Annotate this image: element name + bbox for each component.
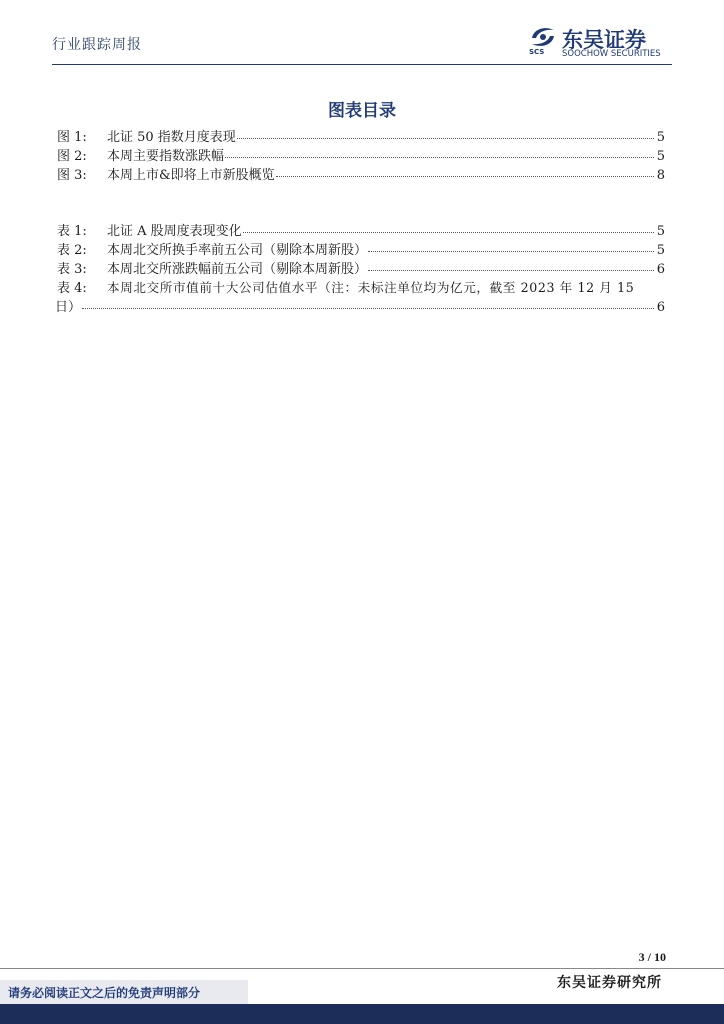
footer-bar: [0, 1004, 724, 1024]
disclaimer-notice: [0, 980, 248, 1004]
toc-entry-page: 6: [656, 262, 665, 277]
toc-entry-page: 5: [656, 224, 665, 239]
toc-entry-table-3[interactable]: [57, 258, 665, 277]
toc-entry-text: 北证 50 指数月度表现: [107, 130, 236, 145]
header-divider: [52, 64, 672, 65]
toc-entry-label: 表 2:: [57, 243, 87, 258]
toc-entry-page: 6: [656, 300, 665, 315]
leader-dots: [243, 221, 654, 233]
toc-entry-text: 本周北交所涨跌幅前五公司（剔除本周新股）: [107, 262, 368, 277]
toc-entry-table-1[interactable]: [57, 220, 665, 239]
leader-dots: [276, 165, 654, 177]
research-institute-name: 东吴证券研究所: [557, 975, 662, 991]
toc-entry-figure-1[interactable]: [57, 126, 665, 145]
footer-divider: [0, 968, 724, 969]
leader-dots: [225, 146, 654, 158]
logo-name-en: SOOCHOW SECURITIES: [562, 49, 661, 59]
company-logo: [528, 24, 678, 62]
toc-entry-label: 图 2:: [57, 149, 87, 164]
toc-entry-text: 本周主要指数涨跌幅: [107, 149, 225, 164]
logo-abbr: SCS: [529, 48, 545, 56]
toc-entry-figure-3[interactable]: [57, 164, 665, 183]
toc-entry-label: 图 1:: [57, 130, 87, 145]
toc-entry-text: 本周北交所换手率前五公司（剔除本周新股）: [107, 243, 368, 258]
disclaimer-text: 请务必阅读正文之后的免责声明部分: [8, 985, 201, 1000]
leader-dots: [368, 259, 654, 271]
toc-title: 图表目录: [328, 101, 396, 121]
leader-dots: [237, 127, 654, 139]
toc-entry-page: 8: [656, 168, 665, 183]
toc-entry-label: 表 3:: [57, 262, 87, 277]
toc-entry-text-continuation: 日）: [55, 300, 82, 315]
page-number: 3 / 10: [638, 950, 666, 964]
leader-dots: [82, 297, 654, 309]
table-list: [57, 220, 665, 315]
toc-entry-figure-2[interactable]: [57, 145, 665, 164]
toc-entry-table-4-continuation[interactable]: [57, 296, 665, 315]
toc-entry-label: 表 4:: [57, 281, 87, 296]
report-type-label: 行业跟踪周报: [52, 37, 142, 53]
toc-entry-label: 表 1:: [57, 224, 87, 239]
toc-entry-text: 北证 A 股周度表现变化: [107, 224, 242, 239]
toc-entry-text: 本周上市&即将上市新股概览: [107, 168, 275, 183]
leader-dots: [368, 240, 654, 252]
toc-entry-table-2[interactable]: [57, 239, 665, 258]
figure-list: [57, 126, 665, 183]
toc-entry-text: 本周北交所市值前十大公司估值水平（注：未标注单位均为亿元，截至 2023 年 12 月 15: [107, 280, 635, 295]
logo-mark-icon: [528, 24, 558, 50]
toc-entry-page: 5: [656, 130, 665, 145]
toc-entry-label: 图 3:: [57, 168, 87, 183]
toc-entry-table-4[interactable]: [57, 277, 665, 296]
logo-name-cn: 东吴证券: [562, 28, 646, 52]
toc-entry-page: 5: [656, 149, 665, 164]
toc-entry-page: 5: [656, 243, 665, 258]
